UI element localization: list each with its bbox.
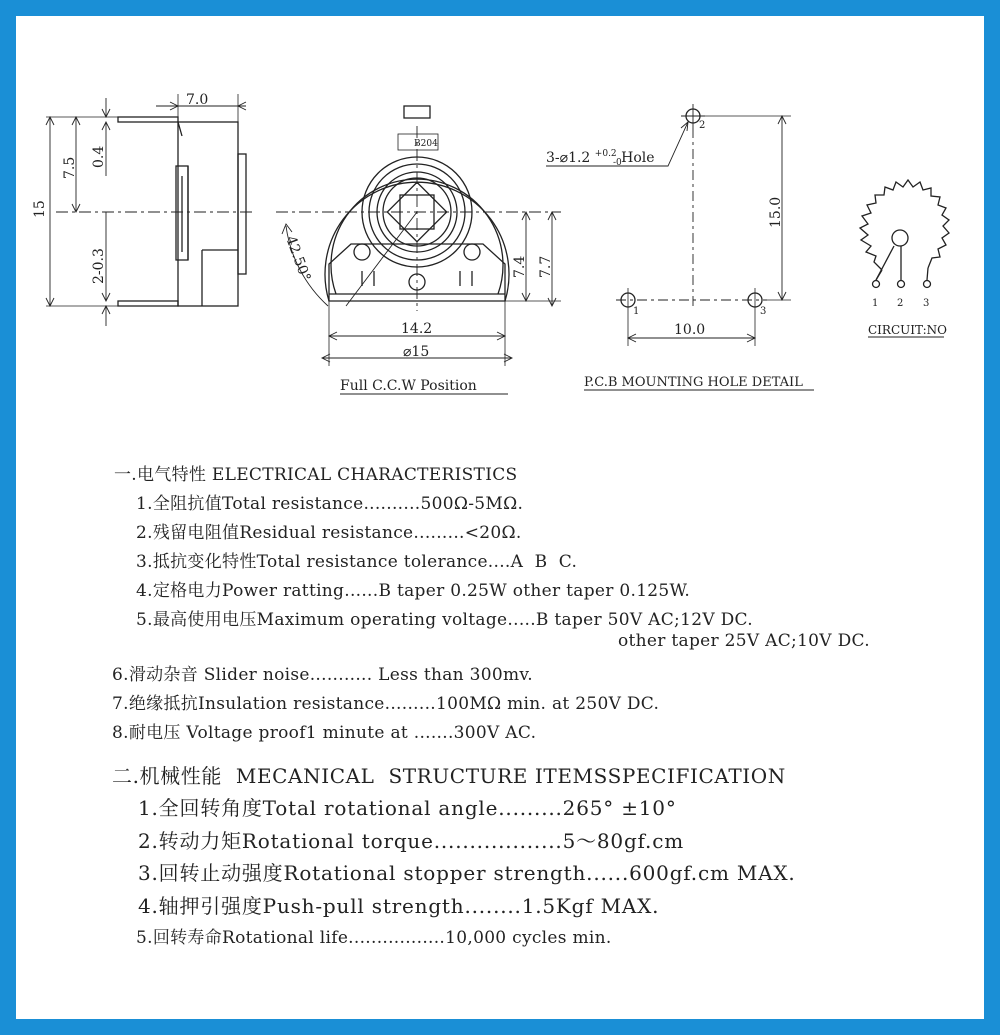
electrical-item: 6.滑动杂音 Slider noise........... Less than 300mv.: [112, 665, 533, 685]
circuit-pin-1: 1: [872, 298, 879, 309]
pcb-pin-2-label: 2: [699, 120, 706, 131]
circuit-caption: CIRCUIT:NO: [868, 323, 947, 337]
front-dim-14-2: 14.2: [401, 321, 433, 337]
circuit-pin-2: 2: [897, 298, 904, 309]
front-marking: B204: [414, 139, 438, 149]
side-dim-7-5: 7.5: [62, 156, 78, 179]
mechanical-item: 5.回转寿命Rotational life.................10,000 cycles min.: [136, 928, 612, 948]
electrical-item: 7.绝缘抵抗Insulation resistance.........100MΩ min. at 250V DC.: [112, 694, 660, 714]
pcb-dim-15-0: 15.0: [768, 196, 784, 228]
pcb-caption: P.C.B MOUNTING HOLE DETAIL: [584, 375, 803, 390]
electrical-item: 2.残留电阻值Residual resistance.........<20Ω.: [136, 523, 522, 543]
electrical-item-continued: other taper 25V AC;10V DC.: [618, 631, 870, 651]
pcb-dim-10-0: 10.0: [674, 322, 706, 338]
electrical-heading: 一.电气特性 ELECTRICAL CHARACTERISTICS: [114, 465, 518, 485]
mechanical-item: 2.转动力矩Rotational torque..................5～80gf.cm: [138, 829, 684, 853]
front-dim-dia-15: ⌀15: [403, 344, 430, 360]
specifications: [16, 16, 984, 1019]
pcb-hole-word: Hole: [621, 150, 655, 166]
mechanical-item: 3.回转止动强度Rotational stopper strength......600gf.cm MAX.: [138, 861, 796, 885]
side-dim-7-0: 7.0: [186, 92, 209, 108]
mechanical-item: 1.全回转角度Total rotational angle.........265° ±10°: [138, 796, 677, 820]
side-dim-2-0-3: 2-0.3: [91, 248, 107, 284]
front-dim-7-4: 7.4: [512, 255, 528, 278]
electrical-item: 3.抵抗变化特性Total resistance tolerance....A B C.: [136, 552, 578, 572]
datasheet-sheet: [16, 16, 984, 1019]
pcb-hole-tol-plus: +0.2: [594, 149, 617, 159]
mechanical-item: 4.轴押引强度Push-pull strength........1.5Kgf MAX.: [138, 894, 660, 918]
pcb-pin-1-label: 1: [633, 306, 640, 317]
pcb-hole-size: 3-⌀1.2: [546, 150, 591, 166]
electrical-item: 1.全阻抗值Total resistance..........500Ω-5MΩ.: [136, 494, 524, 514]
front-caption: Full C.C.W Position: [340, 378, 477, 394]
circuit-pin-3: 3: [923, 298, 930, 309]
mechanical-heading: 二.机械性能 MECANICAL STRUCTURE ITEMSSPECIFICATION: [112, 764, 786, 788]
side-dim-15: 15: [32, 200, 48, 218]
pcb-hole-tol-minus: -0: [613, 158, 622, 168]
electrical-item: 4.定格电力Power ratting......B taper 0.25W other taper 0.125W.: [136, 581, 691, 601]
electrical-item: 5.最高使用电压Maximum operating voltage.....B taper 50V AC;12V DC.: [136, 610, 753, 630]
electrical-item: 8.耐电压 Voltage proof1 minute at .......300V AC.: [112, 723, 537, 743]
side-dim-0-4: 0.4: [91, 145, 107, 168]
front-angle-42-50: 42.50°: [282, 233, 314, 284]
front-dim-7-7: 7.7: [538, 255, 554, 278]
pcb-pin-3-label: 3: [760, 306, 767, 317]
